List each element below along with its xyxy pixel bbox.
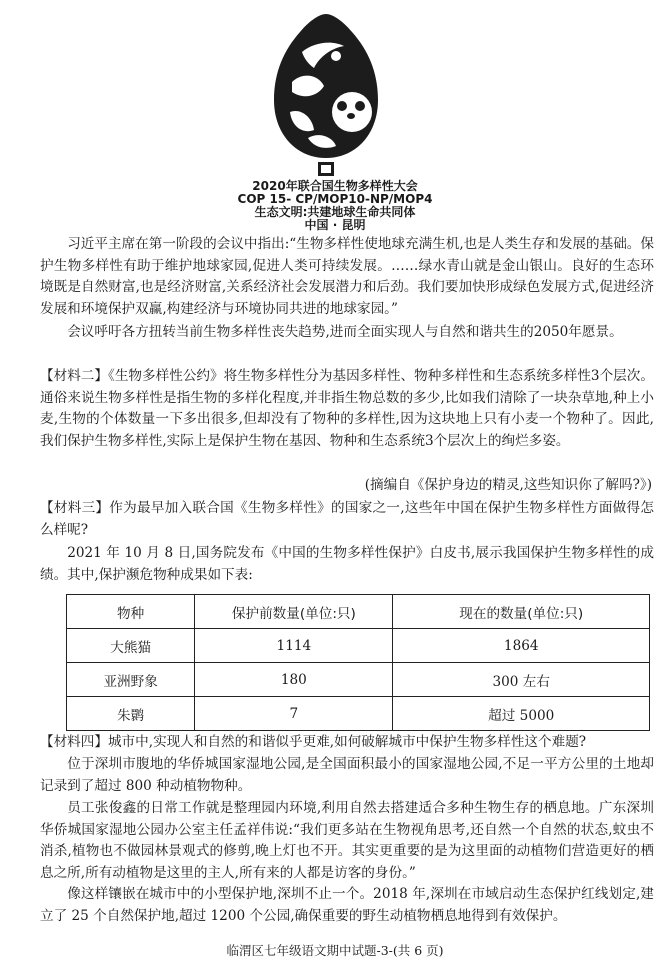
paragraph-vision-2050: 会议呼吁各方扭转当前生物多样性丧失趋势,进而全面实现人与自然和谐共生的2050年愿景。 xyxy=(67,324,623,340)
before-cell: 180 xyxy=(195,663,393,697)
species-cell: 大熊猫 xyxy=(67,629,195,663)
material-3: 【材料三】作为最早加入联合国《生物多样性》的国家之一,这些年中国在保护生物多样性方面做得怎么样呢? xyxy=(40,500,654,538)
header-species: 物种 xyxy=(67,595,195,629)
table-row xyxy=(67,697,650,731)
endangered-species-table xyxy=(66,594,650,731)
table-header-row xyxy=(67,595,650,629)
conference-theme: 生态文明:共建地球生命共同体 xyxy=(254,205,416,219)
header-now: 现在的数量(单位:只) xyxy=(393,595,650,629)
material-4: 【材料四】城市中,实现人和自然的和谐似乎更难,如何破解城市中保护生物多样性这个难题? xyxy=(40,734,587,750)
before-cell: 1114 xyxy=(195,629,393,663)
now-cell: 超过 5000 xyxy=(393,697,650,731)
species-cell: 亚洲野象 xyxy=(67,663,195,697)
species-cell: 朱鹮 xyxy=(67,697,195,731)
before-cell: 7 xyxy=(195,697,393,731)
now-cell: 1864 xyxy=(393,629,650,663)
conference-code: COP 15- CP/MOP10-NP/MOP4 xyxy=(237,192,433,206)
table-row xyxy=(67,663,650,697)
material-2: 【材料二】《生物多样性公约》将生物多样性分为基因多样性、物种多样性和生态系统多样性3个层次。通俗来说生物多样性是指生物的多样化程度,并非指生物总数的多少,比如我们清除了一块杂草地,种上小麦,生物的个体数量一下多出很多,但却没有了物种的多样性,因为这块地上只有小麦一个物种了。因此,我们保护生物多样性,实际上是保护生物在基因、物种和生态系统3个层次上的绚烂多姿。 xyxy=(40,368,654,450)
material-2-source: (摘编自《保护身边的精灵,这些知识你了解吗?》) xyxy=(364,477,652,493)
conference-place: 中国 · 昆明 xyxy=(304,218,366,232)
material-4-staff-quote: 员工张俊鑫的日常工作就是整理园内环境,利用自然去搭建适合多种生物生存的栖息地。广东深圳华侨城国家湿地公园办公室主任孟祥伟说:“我们更多站在生物视角思考,还自然一个自然的状态,蚊虫不消杀,植物也不做园林景观式的修剪,晚上灯也不开。其实更重要的是为这里面的动植物们营造更好的栖息之所,所有动植物是这里的主人,所有来的人都是访客的身份。” xyxy=(40,800,654,882)
header-before: 保护前数量(单位:只) xyxy=(195,595,393,629)
material-4-wetland-park: 位于深圳市腹地的华侨城国家湿地公园,是全国面积最小的国家湿地公园,不足一平方公里的土地却记录到了超过 800 种动植物物种。 xyxy=(40,756,654,794)
material-4-shenzhen: 像这样镶嵌在城市中的小型保护地,深圳不止一个。2018 年,深圳在市域启动生态保护红线划定,建立了 25 个自然保护地,超过 1200 个公园,确保重要的野生动植物栖息地得到有效保护。 xyxy=(40,886,654,924)
material-3-whitepaper: 2021 年 10 月 8 日,国务院发布《中国的生物多样性保护》白皮书,展示我国保护生物多样性的成绩。其中,保护濒危物种成果如下表: xyxy=(40,545,654,583)
cop15-logo xyxy=(262,12,392,178)
page-footer: 临渭区七年级语文期中试题-3-(共 6 页) xyxy=(226,943,444,958)
table-row xyxy=(67,629,650,663)
now-cell: 300 左右 xyxy=(393,663,650,697)
paragraph-xi-quote: 习近平主席在第一阶段的会议中指出:“生物多样性使地球充满生机,也是人类生存和发展的基础。保护生物多样性有助于维护地球家园,促进人类可持续发展。……绿水青山就是金山银山。良好的生态环境既是自然财富,也是经济财富,关系经济社会发展潜力和后劲。我们要加快形成绿色发展方式,促进经济发展和环境保护双赢,构建经济与环境协同共进的地球家园。” xyxy=(40,236,654,318)
conference-title: 2020年联合国生物多样性大会 xyxy=(252,179,418,193)
